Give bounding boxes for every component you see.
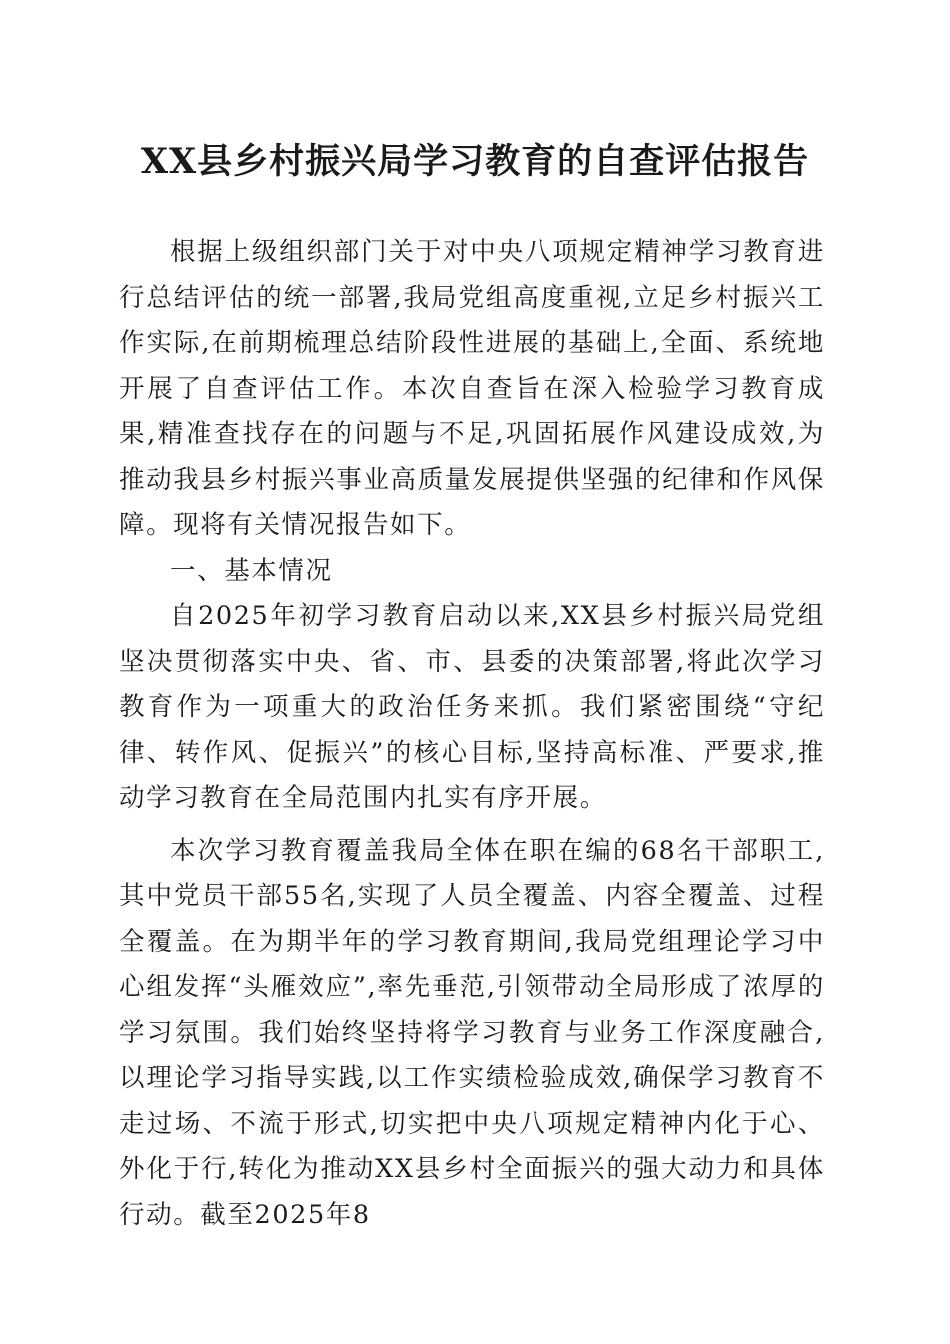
- section-heading-basic-situation: 一、基本情况: [170, 555, 333, 586]
- basic-situation-paragraph-2: 本次学习教育覆盖我局全体在职在编的68名干部职工,其中党员干部55名,实现了人员全覆盖、内容全覆盖、过程全覆盖。在为期半年的学习教育期间,我局党组理论学习中心组发挥“头雁效应”,率先垂范,引领带动全局形成了浓厚的学习氛围。我们始终坚持将学习教育与业务工作深度融合,以理论学习指导实践,以工作实绩检验成效,确保学习教育不走过场、不流于形式,切实把中央八项规定精神内化于心、外化于行,转化为推动XX县乡村全面振兴的强大动力和具体行动。截至2025年8: [119, 835, 825, 1230]
- document-body: [119, 230, 825, 1238]
- intro-paragraph: 根据上级组织部门关于对中央八项规定精神学习教育进行总结评估的统一部署,我局党组高度重视,立足乡村振兴工作实际,在前期梳理总结阶段性进展的基础上,全面、系统地开展了自查评估工作。本次自查旨在深入检验学习教育成果,精准查找存在的问题与不足,巩固拓展作风建设成效,为推动我县乡村振兴事业高质量发展提供坚强的纪律和作风保障。现将有关情况报告如下。: [119, 237, 825, 540]
- basic-situation-paragraph-1: 自2025年初学习教育启动以来,XX县乡村振兴局党组坚决贯彻落实中央、省、市、县委的决策部署,将此次学习教育作为一项重大的政治任务来抓。我们紧密围绕“守纪律、转作风、促振兴”的核心目标,坚持高标准、严要求,推动学习教育在全局范围内扎实有序开展。: [119, 601, 825, 813]
- paragraph-spacer: [119, 822, 825, 829]
- document-title: XX县乡村振兴局学习教育的自查评估报告: [140, 141, 810, 182]
